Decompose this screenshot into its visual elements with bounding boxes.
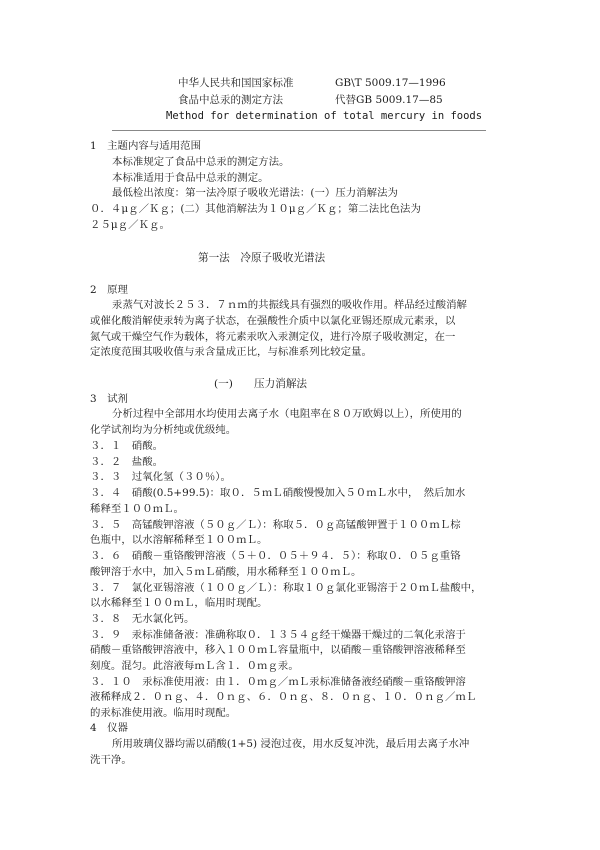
section-1-title: 1 主题内容与适用范围 [90,140,202,152]
section-1-para-3-line-1: 最低检出浓度：第一法冷原子吸收光谱法：(一）压力消解法为 [112,187,398,199]
reagent-3-10-line-2: 液稀释成２．０ｎｇ、４．０ｎｇ、６．０ｎｇ、８．０ｎｇ、１０．０ｎｇ／ｍＬ [90,691,477,703]
reagent-3-9-line-1: ３．９ 汞标准储备液：准确称取０．１３５４ｇ经干燥器干燥过的二氧化汞溶于 [90,629,466,641]
replaces-standard: 代替GB 5009.17—85 [335,94,443,106]
reagent-3-3: ３．３ 过氧化氢（３０％）。 [90,471,231,483]
method-1-title: 第一法 冷原子吸收光谱法 [198,252,326,264]
reagent-3-10-line-1: ３．１０ 汞标准使用液：由１．０ｍｇ／ｍＬ汞标准储备液经硝酸－重铬酸钾溶 [90,676,466,688]
reagent-3-8: ３．８ 无水氯化钙。 [90,613,195,625]
reagent-3-5-line-1: ３．５ 高锰酸钾溶液（５０ｇ／Ｌ）：称取５．０ｇ高锰酸钾置于１００ｍＬ棕 [90,519,461,531]
section-4-line-1: 所用玻璃仪器均需以硝酸(1+5) 浸泡过夜，用水反复冲洗，最后用去离子水冲 [112,738,470,750]
section-4-title: 4 仪器 [90,722,128,734]
section-3-title: 3 试剂 [90,393,128,405]
reagent-3-5-line-2: 色瓶中，以水溶解稀释至１００ｍＬ。 [90,534,268,546]
reagent-3-1: ３．１ 硝酸。 [90,440,164,452]
standard-category: 中华人民共和国国家标准 [178,77,294,89]
document-title-english: Method for determination of total mercury in foods [166,110,483,122]
reagent-3-6-line-2: 酸钾溶于水中，加入５ｍＬ硝酸，用水稀释至１００ｍＬ。 [90,566,362,578]
reagent-3-6-line-1: ３．６ 硝酸－重铬酸钾溶液（５＋０．０５＋９４．５）：称取０．０５ｇ重铬 [90,550,461,562]
reagent-3-4-line-1: ３．４ 硝酸(0.5+99.5)：取０．５ｍＬ硝酸慢慢加入５０ｍＬ水中， 然后加水 [90,487,466,499]
section-2-line-3: 氮气或干燥空气作为载体，将元素汞吹入汞测定仪，进行冷原子吸收测定，在一 [90,331,456,343]
section-1-para-3-line-3: ２５μｇ／Ｋｇ。 [90,219,170,231]
document-title: 食品中总汞的测定方法 [178,94,283,106]
section-1-para-2: 本标准适用于食品中总汞的测定。 [112,172,269,184]
header-divider [112,130,486,131]
reagent-3-9-line-2: 硝酸－重铬酸钾溶液中，移入１００ｍＬ容量瓶中，以硝酸－重铬酸钾溶液稀释至 [90,644,466,656]
reagent-3-7-line-2: 以水稀释至１００ｍＬ，临用时现配。 [90,597,268,609]
reagent-3-10-line-3: 的汞标准使用液。临用时现配。 [90,707,237,719]
section-2-title: 2 原理 [90,284,128,296]
section-2-line-2: 或催化酸消解使汞转为离子状态，在强酸性介质中以氯化亚锡还原成元素汞，以 [90,315,456,327]
reagent-3-2: ３．２ 盐酸。 [90,456,164,468]
section-1-para-3-line-2: ０．４μｇ／Ｋｇ；(二）其他消解法为１０μｇ／Ｋｇ；第二法比色法为 [90,203,421,215]
standard-number: GB\T 5009.17—1996 [335,77,446,89]
sub-method-1-title: (一) 压力消解法 [214,378,308,390]
reagent-3-9-line-3: 刻度。混匀。此溶液每ｍＬ含１．０ｍｇ汞。 [90,660,299,672]
section-3-line-1: 分析过程中全部用水均使用去离子水（电阻率在８０万欧姆以上），所使用的 [112,408,462,420]
section-2-line-1: 汞蒸气对波长２５３．７ｎｍ的共振线具有强烈的吸收作用。样品经过酸消解 [112,299,467,311]
reagent-3-7-line-1: ３．７ 氯化亚锡溶液（１００ｇ／Ｌ）：称取１０ｇ氯化亚锡溶于２０ｍＬ盐酸中， [90,582,482,594]
section-3-line-2: 化学试剂均为分析纯或优级纯。 [90,424,237,436]
reagent-3-4-line-2: 稀释至１００ｍＬ。 [90,503,184,515]
section-1-para-1: 本标准规定了食品中总汞的测定方法。 [112,156,290,168]
section-2-line-4: 定浓度范围其吸收值与汞含量成正比，与标准系列比较定量。 [90,346,372,358]
section-4-line-2: 洗干净。 [90,754,132,766]
